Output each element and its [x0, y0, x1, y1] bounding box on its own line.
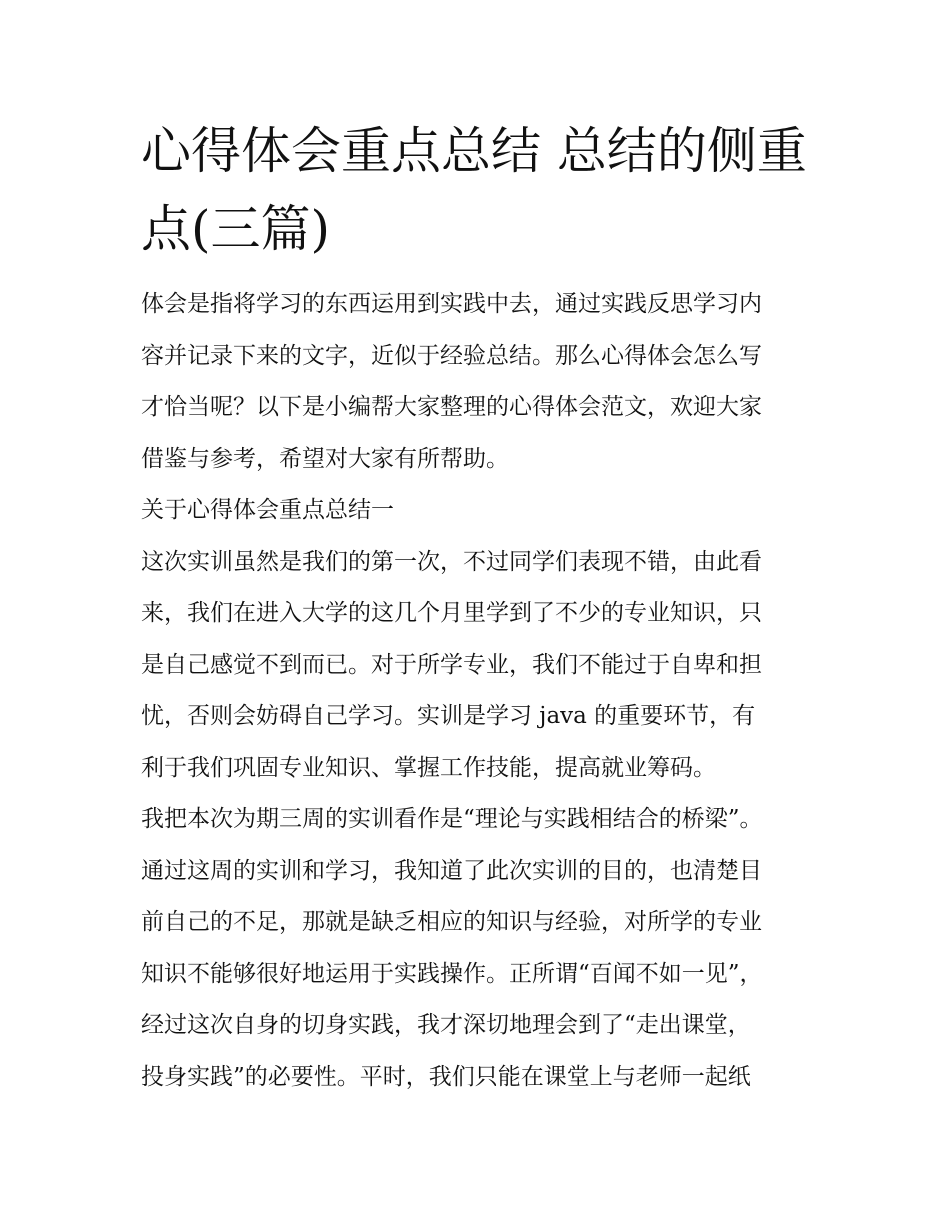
body-line-9: 忧，否则会妨碍自己学习。实训是学习 java 的重要环节，有	[141, 703, 756, 729]
document-page	[141, 112, 813, 1103]
body-line-11: 我把本次为期三周的实训看作是“理论与实践相结合的桥梁”。	[141, 806, 763, 832]
body-line-10: 利于我们巩固专业知识、掌握工作技能，提高就业筹码。	[141, 754, 716, 781]
body-line-2: 容并记录下来的文字，近似于经验总结。那么心得体会怎么写	[141, 342, 762, 369]
body-line-13: 前自己的不足，那就是缺乏相应的知识与经验，对所学的专业	[141, 909, 762, 935]
body-line-4: 借鉴与参考，希望对大家有所帮助。	[141, 445, 509, 472]
body-line-6: 这次实训虽然是我们的第一次，不过同学们表现不错，由此看	[141, 548, 762, 575]
document-body	[141, 279, 813, 1103]
body-line-14: 知识不能够很好地运用于实践操作。正所谓“百闻不如一见”，	[141, 960, 763, 987]
body-line-1: 体会是指将学习的东西运用到实践中去，通过实践反思学习内	[141, 291, 762, 317]
body-line-8: 是自己感觉不到而已。对于所学专业，我们不能过于自卑和担	[141, 651, 762, 678]
body-line-3: 才恰当呢？以下是小编帮大家整理的心得体会范文，欢迎大家	[141, 394, 762, 420]
page-title	[141, 112, 813, 268]
title-line-1: 心得体会重点总结 总结的侧重	[141, 122, 807, 180]
section-heading: 关于心得体会重点总结一	[141, 497, 394, 523]
body-line-15: 经过这次自身的切身实践，我才深切地理会到了“走出课堂，	[141, 1012, 751, 1038]
body-line-7: 来，我们在进入大学的这几个月里学到了不少的专业知识，只	[141, 600, 762, 626]
body-line-12: 通过这周的实训和学习，我知道了此次实训的目的，也清楚目	[141, 857, 762, 884]
body-line-16: 投身实践”的必要性。平时，我们只能在课堂上与老师一起纸	[141, 1063, 751, 1090]
title-line-2: 点(三篇)	[141, 200, 331, 258]
